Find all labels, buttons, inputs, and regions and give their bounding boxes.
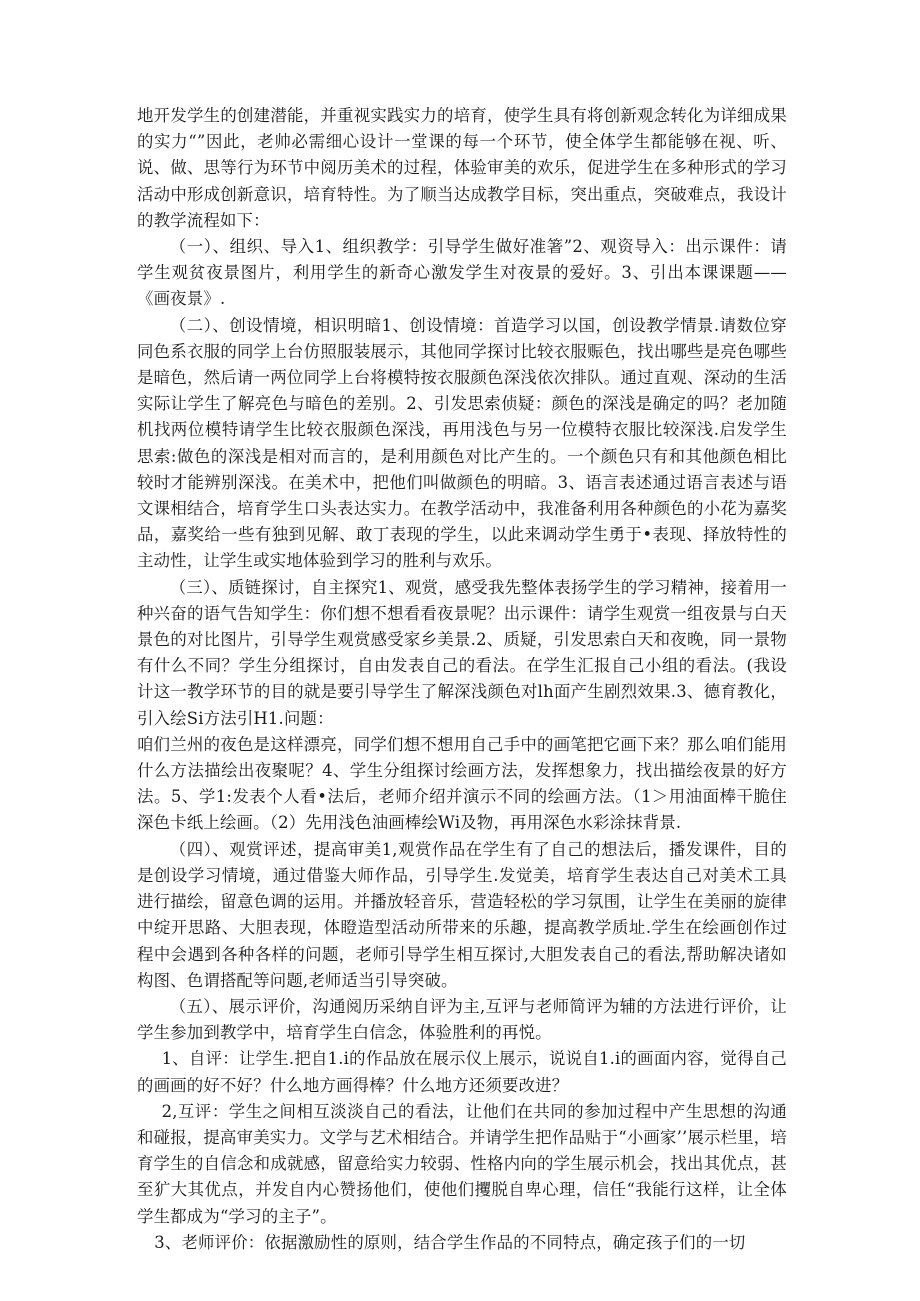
paragraph-section-3-continued: 咱们兰州的夜色是这样漂亮，同学们想不想用自己手中的画笔把它画下来？那么咱们能用什么方法描绘出夜聚呢？4、学生分组探讨绘画方法，发挥想象力，找出描绘夜景的好方法。5、学1:发表个人看•法后，老师介绍并演示不同的绘画方法。（1＞用油面棒干脆住深色卡纸上绘画。（2）先用浅色油画棒绘Wi及物，再用深色水彩涂抹背景. <box>137 734 787 833</box>
paragraph-self-evaluation: 1、自评：让学生.把自1.i的作品放在展示仪上展示，说说自1.i的画面内容，觉得自己的画画的好不好？什么地方画得棒？什么地方还须要改进？ <box>137 1049 787 1095</box>
paragraph-teacher-evaluation: 3、老师评价：依据激励性的原则，结合学生作品的不同特点，确定孩子们的一切 <box>154 1232 746 1252</box>
paragraph-intro: 地开发学生的创建潜能，并重视实践实力的培育，使学生具有将创新观念转化为详细成果的实力“”因此，老帅必需细心设计一堂课的每一个环节，使全体学生都能够在视、听、说、做、思等行为环节中阅历美术的过程，体验审美的欢乐，促进学生在多种形式的学习活动中形成创新意识，培育特性。为了顺当达成教学目标，突出重点，突破难点，我设计的教学流程如下： <box>137 106 787 230</box>
paragraph-section-1: （一）、组织、导入1、组织教学：引导学生做好准箸”2、观资导入：出示课件：请学生观贫夜景图片，利用学生的新奇心激发学生对夜景的爱好。3、引出本课课题——《画夜景》. <box>137 237 787 309</box>
paragraph-peer-evaluation: 2,互评：学生之间相互淡淡自己的看法，让他们在共同的参加过程中产生思想的沟通和碰报，提高审美实力。文学与艺术相结合。并请学生把作品贴于“小画家’’展示栏里，培育学生的自信念和成就感，留意给实力较弱、性格内向的学生展示机会，找出其优点，甚至犷大其优点，并发自内心赞扬他们，使他们攫脱自卑心理，信任“我能行这样，让全体学生都成为“学习的主子”。 <box>137 1101 787 1226</box>
paragraph-section-3: （三）、质链探讨，自主探究1、观赏，感受我先整体表扬学生的学习精神，接着用一种兴奋的语气告知学生：你们想不想看看夜景呢？出示课件：请学生观赏一组夜景与白天景色的对比图片，引导学生观赏感受家乡美景.2、质疑，引发思索白天和夜晚，同一景物有什么不同？学生分组探讨，自由发表自己的看法。在学生汇报自己小组的看法。(我设计这一教学环节的目的就是要引导学生了解深浅颜色对lh面产生剧烈效果.3、德育教化，引入绘Si方法引H1.问题： <box>137 577 787 728</box>
paragraph-section-5: （五）、展示评价，沟通阅历采纳自评为主,互评与老师简评为辅的方法进行评价，让学生参加到教学中，培育学生白信念，体验胜利的再悦。 <box>137 996 787 1043</box>
paragraph-section-4: （四）、观赏评述，提高审美1,观赏作品在学生有了自己的想法后，播发课件，目的是创设学习情境，通过借鉴大师作品，引导学生.发觉美，培育学生表达自己对美术工具进行描绘，留意色调的运用。并播放轻音乐，营造轻松的学习氛围，让学生在美丽的旋律中绽开思路、大胆表现，体瞪造型活动所带来的乐趣，提高教学质址.学生在绘画创作过程中会遇到各种各样的问题，老师引导学生相互探讨,大胆发表自己的看法,帮助解决诸如构图、色谓搭配等问题,老师适当引导突破。 <box>137 839 787 990</box>
paragraph-section-2: （二）、创设情境，相识明暗1、创设情境：首造学习以国，创设教学情景.请数位穿同色系衣服的同学上台仿照服装展示，其他同学探讨比较衣服赈色，找出哪些是亮色哪些是暗色，然后请一两位同学上台将模特按衣服颜色深浅依次排队。通过直观、深动的生活实际让学生了解亮色与暗色的差别。2、引发思索侦疑：颜色的深浅是确定的吗？老加随机找两位模特请学生比较衣服颜色深浅，再用浅色与另一位模特衣服比较深浅.启发学生思索:做色的深浅是相对而言的，是利用颜色对比产生的。一个颜色只有和其他颜色相比较时才能辨别深浅。在美术中，把他们叫做颜色的明暗。3、语言表述通过语言表述与语文课相结合，培育学生口头表达实力。在教学活动中，我准备利用各种颜色的小花为嘉奖品，嘉奖给一些有独到见解、敢丁表现的学生，以此来调动学生勇于•表现、择放特性的主动性，让学生或实地体验到学习的胜利与欢乐。 <box>137 315 787 571</box>
document-body <box>137 103 787 1256</box>
